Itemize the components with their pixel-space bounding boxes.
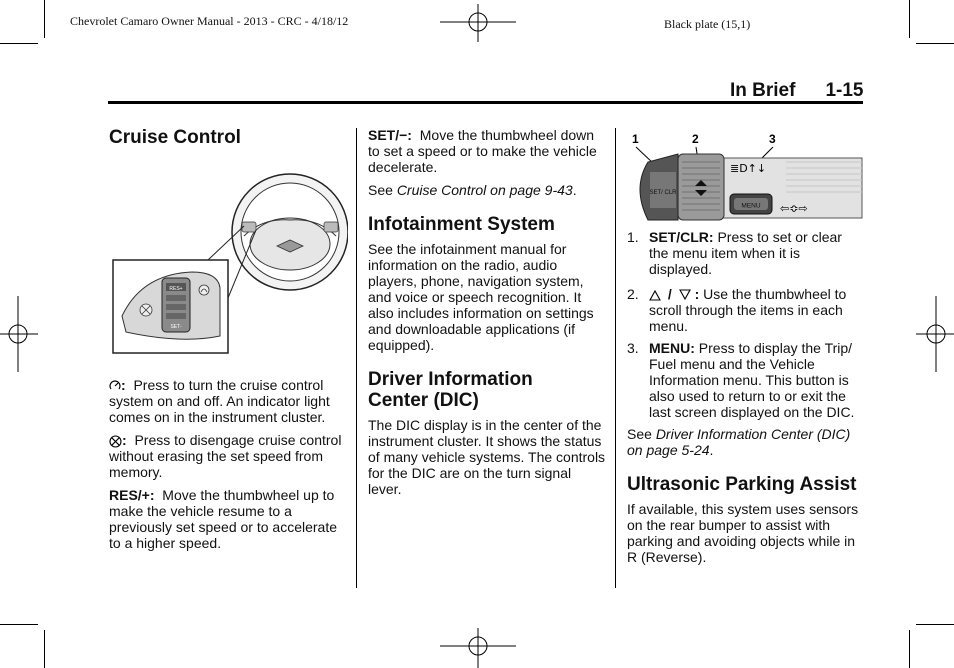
callout-1: 1: [632, 132, 639, 146]
cruise-see-paragraph: [368, 182, 608, 198]
see-prefix: See: [627, 426, 652, 442]
item-number: 1.: [627, 229, 639, 245]
upa-text: If available, this system uses sensors on the rear bumper to assist with parking and avoiding objects while in R (Reverse).: [627, 501, 859, 565]
dic-controls-list: [627, 229, 865, 420]
print-header-right: Black plate (15,1): [664, 17, 751, 31]
crop-mark: [44, 0, 45, 38]
cruise-control-heading: Cruise Control: [109, 127, 241, 148]
crop-mark: [909, 630, 910, 668]
crop-mark: [0, 43, 38, 44]
list-item: [627, 229, 865, 277]
item-number: 3.: [627, 340, 639, 356]
item-separator: /: [667, 286, 672, 302]
cruise-cancel-paragraph: [109, 432, 349, 480]
registration-mark-icon: [440, 628, 516, 668]
callout-3: 3: [769, 132, 776, 146]
setclr-item-label: SET/CLR:: [649, 229, 714, 245]
section-title: In Brief: [730, 80, 796, 101]
see-suffix: .: [572, 182, 577, 198]
infotainment-heading: Infotainment System: [368, 214, 555, 235]
registration-mark-icon: [916, 296, 954, 372]
item-number: 2.: [627, 286, 639, 302]
section-header: [730, 80, 863, 102]
page-number: 1-15: [825, 80, 864, 101]
menu-item-text: Press to display the Trip/ Fuel menu and the Vehicle Information menu. This button is also used to return to or exit the last screen displayed on the DIC.: [649, 340, 855, 420]
see-suffix: .: [709, 442, 714, 458]
column-1: [109, 127, 349, 148]
column-divider: [615, 128, 616, 588]
header-rule: [108, 101, 863, 104]
cruise-cancel-text: Press to disengage cruise control without erasing the set speed from memory.: [109, 432, 342, 480]
dic-see-link[interactable]: Driver Information Center (DIC) on page 5-24: [627, 426, 851, 458]
column-3: [627, 229, 865, 572]
callout-2: 2: [692, 132, 699, 146]
thumbwheel-item-text: Use the thumbwheel to scroll through the items in each menu.: [649, 286, 847, 334]
crop-mark: [44, 630, 45, 668]
set-button-label: SET-: [170, 324, 182, 330]
crop-mark: [916, 624, 954, 625]
crop-mark: [909, 0, 910, 38]
setclr-item-text: Press to set or clear the menu item when it is displayed.: [649, 229, 842, 277]
cruise-onoff-icon: [109, 380, 121, 392]
see-prefix: See: [368, 182, 393, 198]
cruise-onoff-text: Press to turn the cruise control system on and off. An indicator light comes on in the instrument cluster.: [109, 377, 330, 425]
dic-text: The DIC display is in the center of the instrument cluster. It shows the status of many vehicle systems. The controls for the DIC are on the turn signal lever.: [368, 417, 606, 497]
cruise-cancel-label: :: [122, 432, 127, 448]
infotainment-text: See the infotainment manual for information on the radio, audio players, phone, navigation system, and voice or speech recognition. It also includes information on settings and downloadable applications (if equipped).: [368, 241, 594, 353]
set-text: Move the thumbwheel down to set a speed or to make the vehicle decelerate.: [368, 127, 597, 175]
crop-mark: [0, 624, 38, 625]
column-2: [368, 127, 608, 504]
setclr-label: SET/ CLR: [649, 190, 677, 196]
headlamp-symbol-icon: ≣D↑↓: [730, 162, 767, 175]
item-colon: :: [694, 286, 700, 302]
dic-see-paragraph: [627, 426, 865, 458]
turn-signal-symbol-icon: ⇦≎⇨: [780, 202, 808, 215]
registration-mark-icon: [0, 296, 38, 372]
cruise-onoff-paragraph: [109, 377, 349, 425]
menu-button-label: MENU: [741, 202, 761, 210]
upa-heading: Ultrasonic Parking Assist: [627, 474, 857, 495]
turn-signal-lever-figure: [626, 130, 864, 222]
thumbwheel-up-icon: [649, 289, 661, 301]
thumbwheel-down-icon: [679, 289, 691, 301]
print-header-left: Chevrolet Camaro Owner Manual - 2013 - CRC - 4/18/12: [70, 14, 349, 28]
res-paragraph: [109, 487, 349, 551]
res-text: Move the thumbwheel up to make the vehicle resume to a previously set speed or to accelerate to a higher speed.: [109, 487, 338, 551]
res-button-label: RES+: [169, 286, 183, 292]
registration-mark-icon: [440, 4, 516, 42]
column-divider: [356, 128, 357, 588]
steering-wheel-figure: [112, 166, 348, 356]
cruise-onoff-label: :: [121, 377, 126, 393]
menu-item-label: MENU:: [649, 340, 695, 356]
dic-heading: Driver Information Center (DIC): [368, 369, 533, 411]
column-1-text: [109, 377, 349, 558]
cruise-cancel-icon: [109, 435, 122, 448]
set-label: SET/−:: [368, 127, 412, 143]
res-label: RES/+:: [109, 487, 155, 503]
set-paragraph: [368, 127, 608, 175]
cruise-see-link[interactable]: Cruise Control on page 9-43: [396, 182, 573, 198]
list-item: [627, 286, 865, 334]
list-item: [627, 340, 865, 420]
crop-mark: [916, 43, 954, 44]
